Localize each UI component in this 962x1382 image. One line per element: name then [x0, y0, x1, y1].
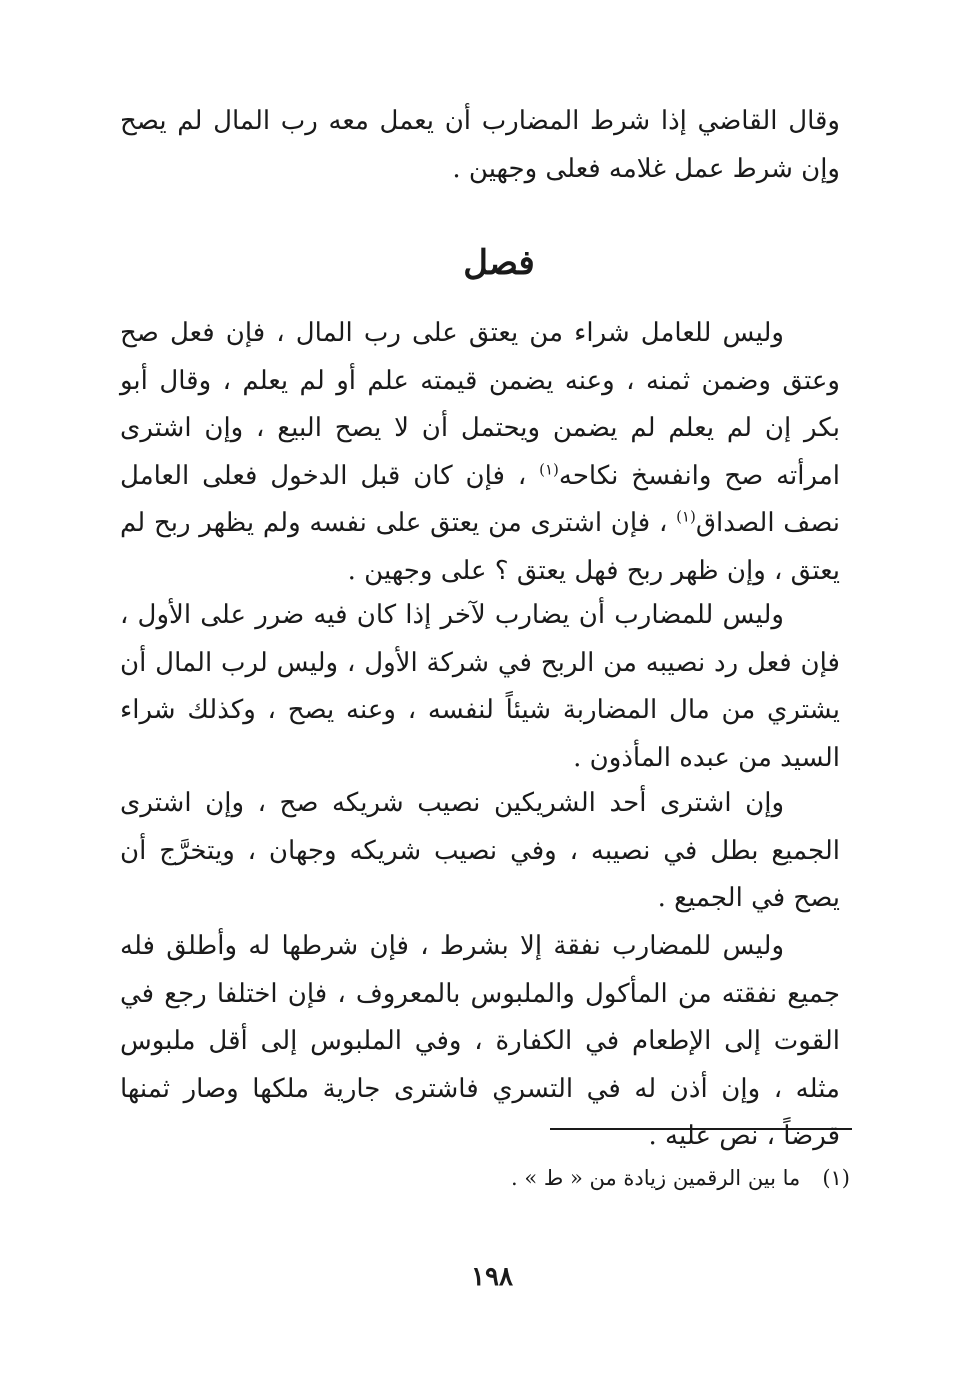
paragraph-2 [120, 592, 840, 782]
paragraph-4-text: وليس للمضارب نفقة إلا بشرط ، فإن شرطها له وأطلق فله جميع نفقته من المأكول والملبوس بالمعروف ، فإن اختلفا رجع في القوت إلى الإطعام في الكفارة ، وفي الملبوس إلى أقل ملبوس مثله ، وإن أذن له في التسري فاشترى جارية ملكها وصار ثمنها قرضاً ، نص عليه . [120, 931, 840, 1151]
intro-text: وقال القاضي إذا شرط المضارب أن يعمل معه رب المال لم يصح وإن شرط عمل غلامه فعلى وجهين . [120, 106, 840, 184]
footnote-mark: (١) [676, 507, 696, 526]
paragraph-4 [120, 923, 840, 1161]
footnote-divider [550, 1128, 852, 1130]
paragraph-2-text: وليس للمضارب أن يضارب لآخر إذا كان فيه ضرر على الأول ، فإن فعل رد نصيبه من الربح في شركة الأول ، وليس لرب المال أن يشتري من مال المضاربة شيئاً لنفسه ، وعنه يصح ، وكذلك شراء السيد من عبده المأذون . [120, 600, 840, 773]
section-heading: فصل [463, 243, 535, 283]
footnote-number: (١) [822, 1166, 850, 1190]
paragraph-1-part-1: وليس للعامل شراء من يعتق على رب المال ، فإن فعل صح وعتق وضمن ثمنه ، وعنه يضمن قيمته علم أو لم يعلم ، وقال أبو بكر إن لم يعلم لم يضمن ويحتمل أن لا يصح البيع ، وإن اشترى امرأته صح وانفسخ نكاحه [120, 318, 840, 491]
paragraph-3 [120, 780, 840, 923]
paragraph-3-text: وإن اشترى أحد الشريكين نصيب شريكه صح ، وإن اشترى الجميع بطل في نصيبه ، وفي نصيب شريكه وجهان ، ويتخرَّج أن يصح في الجميع . [120, 788, 840, 913]
page-number: ١٩٨ [471, 1262, 513, 1292]
footnote-text: ما بين الرقمين زيادة من « ط » . [511, 1166, 801, 1190]
footnote-mark: (١) [539, 459, 559, 478]
paragraph-1-part-2: ، فإن كان قبل الدخول فعلى العامل نصف الصداق [120, 460, 840, 538]
footnote [511, 1162, 850, 1194]
paragraph-1 [120, 310, 840, 595]
intro-paragraph [120, 98, 840, 193]
paragraph-1-part-3: ، فإن اشترى من يعتق على نفسه ولم يظهر ربح لم يعتق ، وإن ظهر ربح فهل يعتق ؟ على وجهين . [120, 508, 840, 586]
